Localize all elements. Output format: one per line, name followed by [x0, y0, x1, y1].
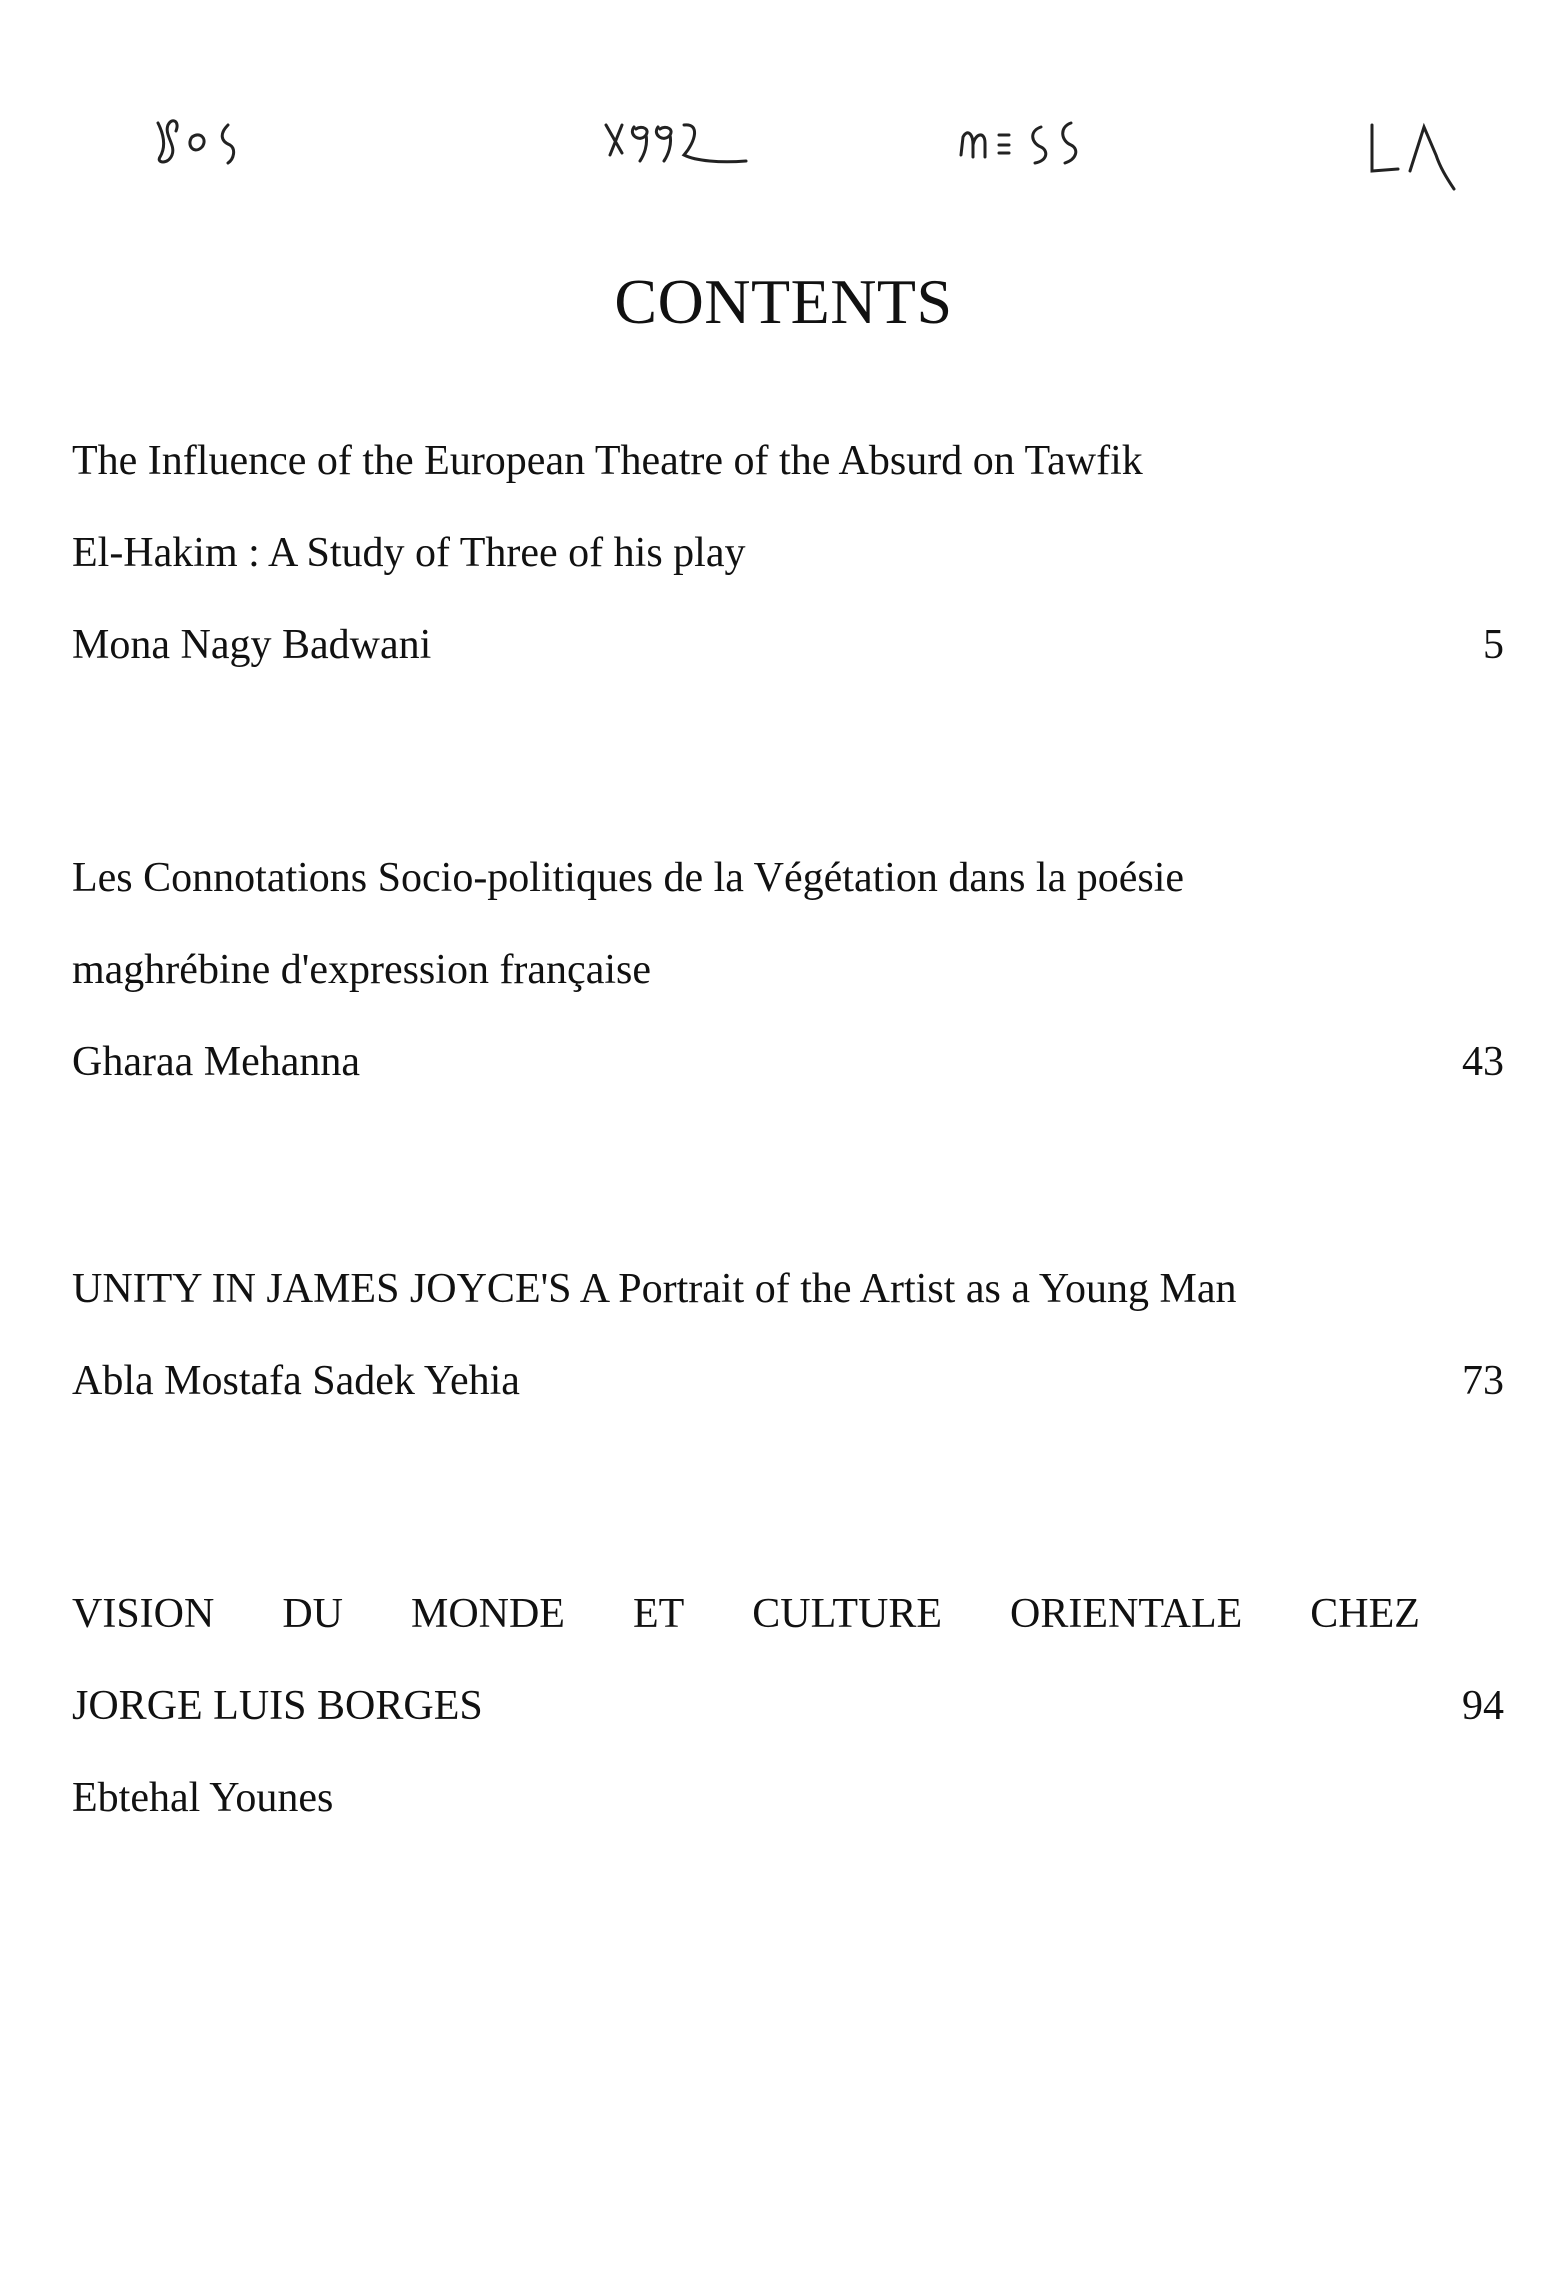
handwritten-note-1-text [150, 175, 151, 176]
page-title: CONTENTS [614, 266, 953, 337]
handwritten-note-4 [1360, 105, 1470, 195]
entry-2-author: Gharaa Mehanna [72, 1039, 361, 1085]
handwritten-note-3-text [955, 175, 956, 176]
handwritten-note-4-text [1360, 195, 1361, 196]
entry-4-author: Ebtehal Younes [72, 1775, 334, 1821]
entry-2-title-line-2: maghrébine d'expression française [72, 947, 651, 993]
handwritten-note-4-drawing [1360, 105, 1470, 195]
entry-4-title-word: DU [282, 1591, 343, 1637]
table-of-contents [72, 415, 1504, 1844]
entry-4-title-line-2-row [72, 1660, 1504, 1752]
entry-4-title-line-1 [72, 1568, 1420, 1660]
entry-2-author-row [72, 1016, 1504, 1108]
entry-3-page-number: 73 [1462, 1358, 1504, 1404]
handwritten-note-3 [955, 105, 1095, 175]
toc-entry-4 [72, 1568, 1504, 1844]
entry-3-author: Abla Mostafa Sadek Yehia [72, 1358, 520, 1404]
entry-4-page-number: 94 [1462, 1683, 1504, 1729]
handwritten-note-1 [150, 105, 260, 175]
entry-4-title-word: CULTURE [752, 1591, 943, 1637]
handwritten-note-2 [600, 105, 750, 175]
entry-4-title-word: VISION [72, 1591, 215, 1637]
entry-1-author-row [72, 599, 1504, 691]
entry-4-title-word: CHEZ [1310, 1591, 1420, 1637]
handwritten-note-2-text [600, 175, 601, 176]
entry-1-title-line-1: The Influence of the European Theatre of the Absurd on Tawfik [72, 438, 1143, 484]
entry-spacer [72, 691, 1504, 832]
entry-4-title-line-2: JORGE LUIS BORGES [72, 1683, 483, 1729]
entry-4-title-word: ORIENTALE [1010, 1591, 1243, 1637]
entry-2-page-number: 43 [1462, 1039, 1504, 1085]
handwritten-note-3-drawing [955, 105, 1095, 175]
entry-3-title-line-1: UNITY IN JAMES JOYCE'S A Portrait of the Artist as a Young Man [72, 1266, 1237, 1312]
entry-spacer [72, 1427, 1504, 1568]
entry-1-title-line-2: El-Hakim : A Study of Three of his play [72, 530, 746, 576]
entry-1-author: Mona Nagy Badwani [72, 622, 432, 668]
entry-3-author-row [72, 1335, 1504, 1427]
toc-entry-2 [72, 832, 1504, 1108]
toc-entry-3 [72, 1243, 1504, 1427]
entry-4-title-word: MONDE [410, 1591, 565, 1637]
entry-4-title-word: ET [632, 1591, 685, 1637]
handwritten-note-2-drawing [600, 105, 750, 175]
handwritten-note-1-drawing [150, 105, 260, 175]
entry-1-page-number: 5 [1483, 622, 1504, 668]
entry-spacer [72, 1108, 1504, 1243]
toc-entry-1 [72, 415, 1504, 691]
handwritten-annotations [0, 105, 1567, 205]
entry-2-title-line-1: Les Connotations Socio-politiques de la Végétation dans la poésie [72, 855, 1185, 901]
